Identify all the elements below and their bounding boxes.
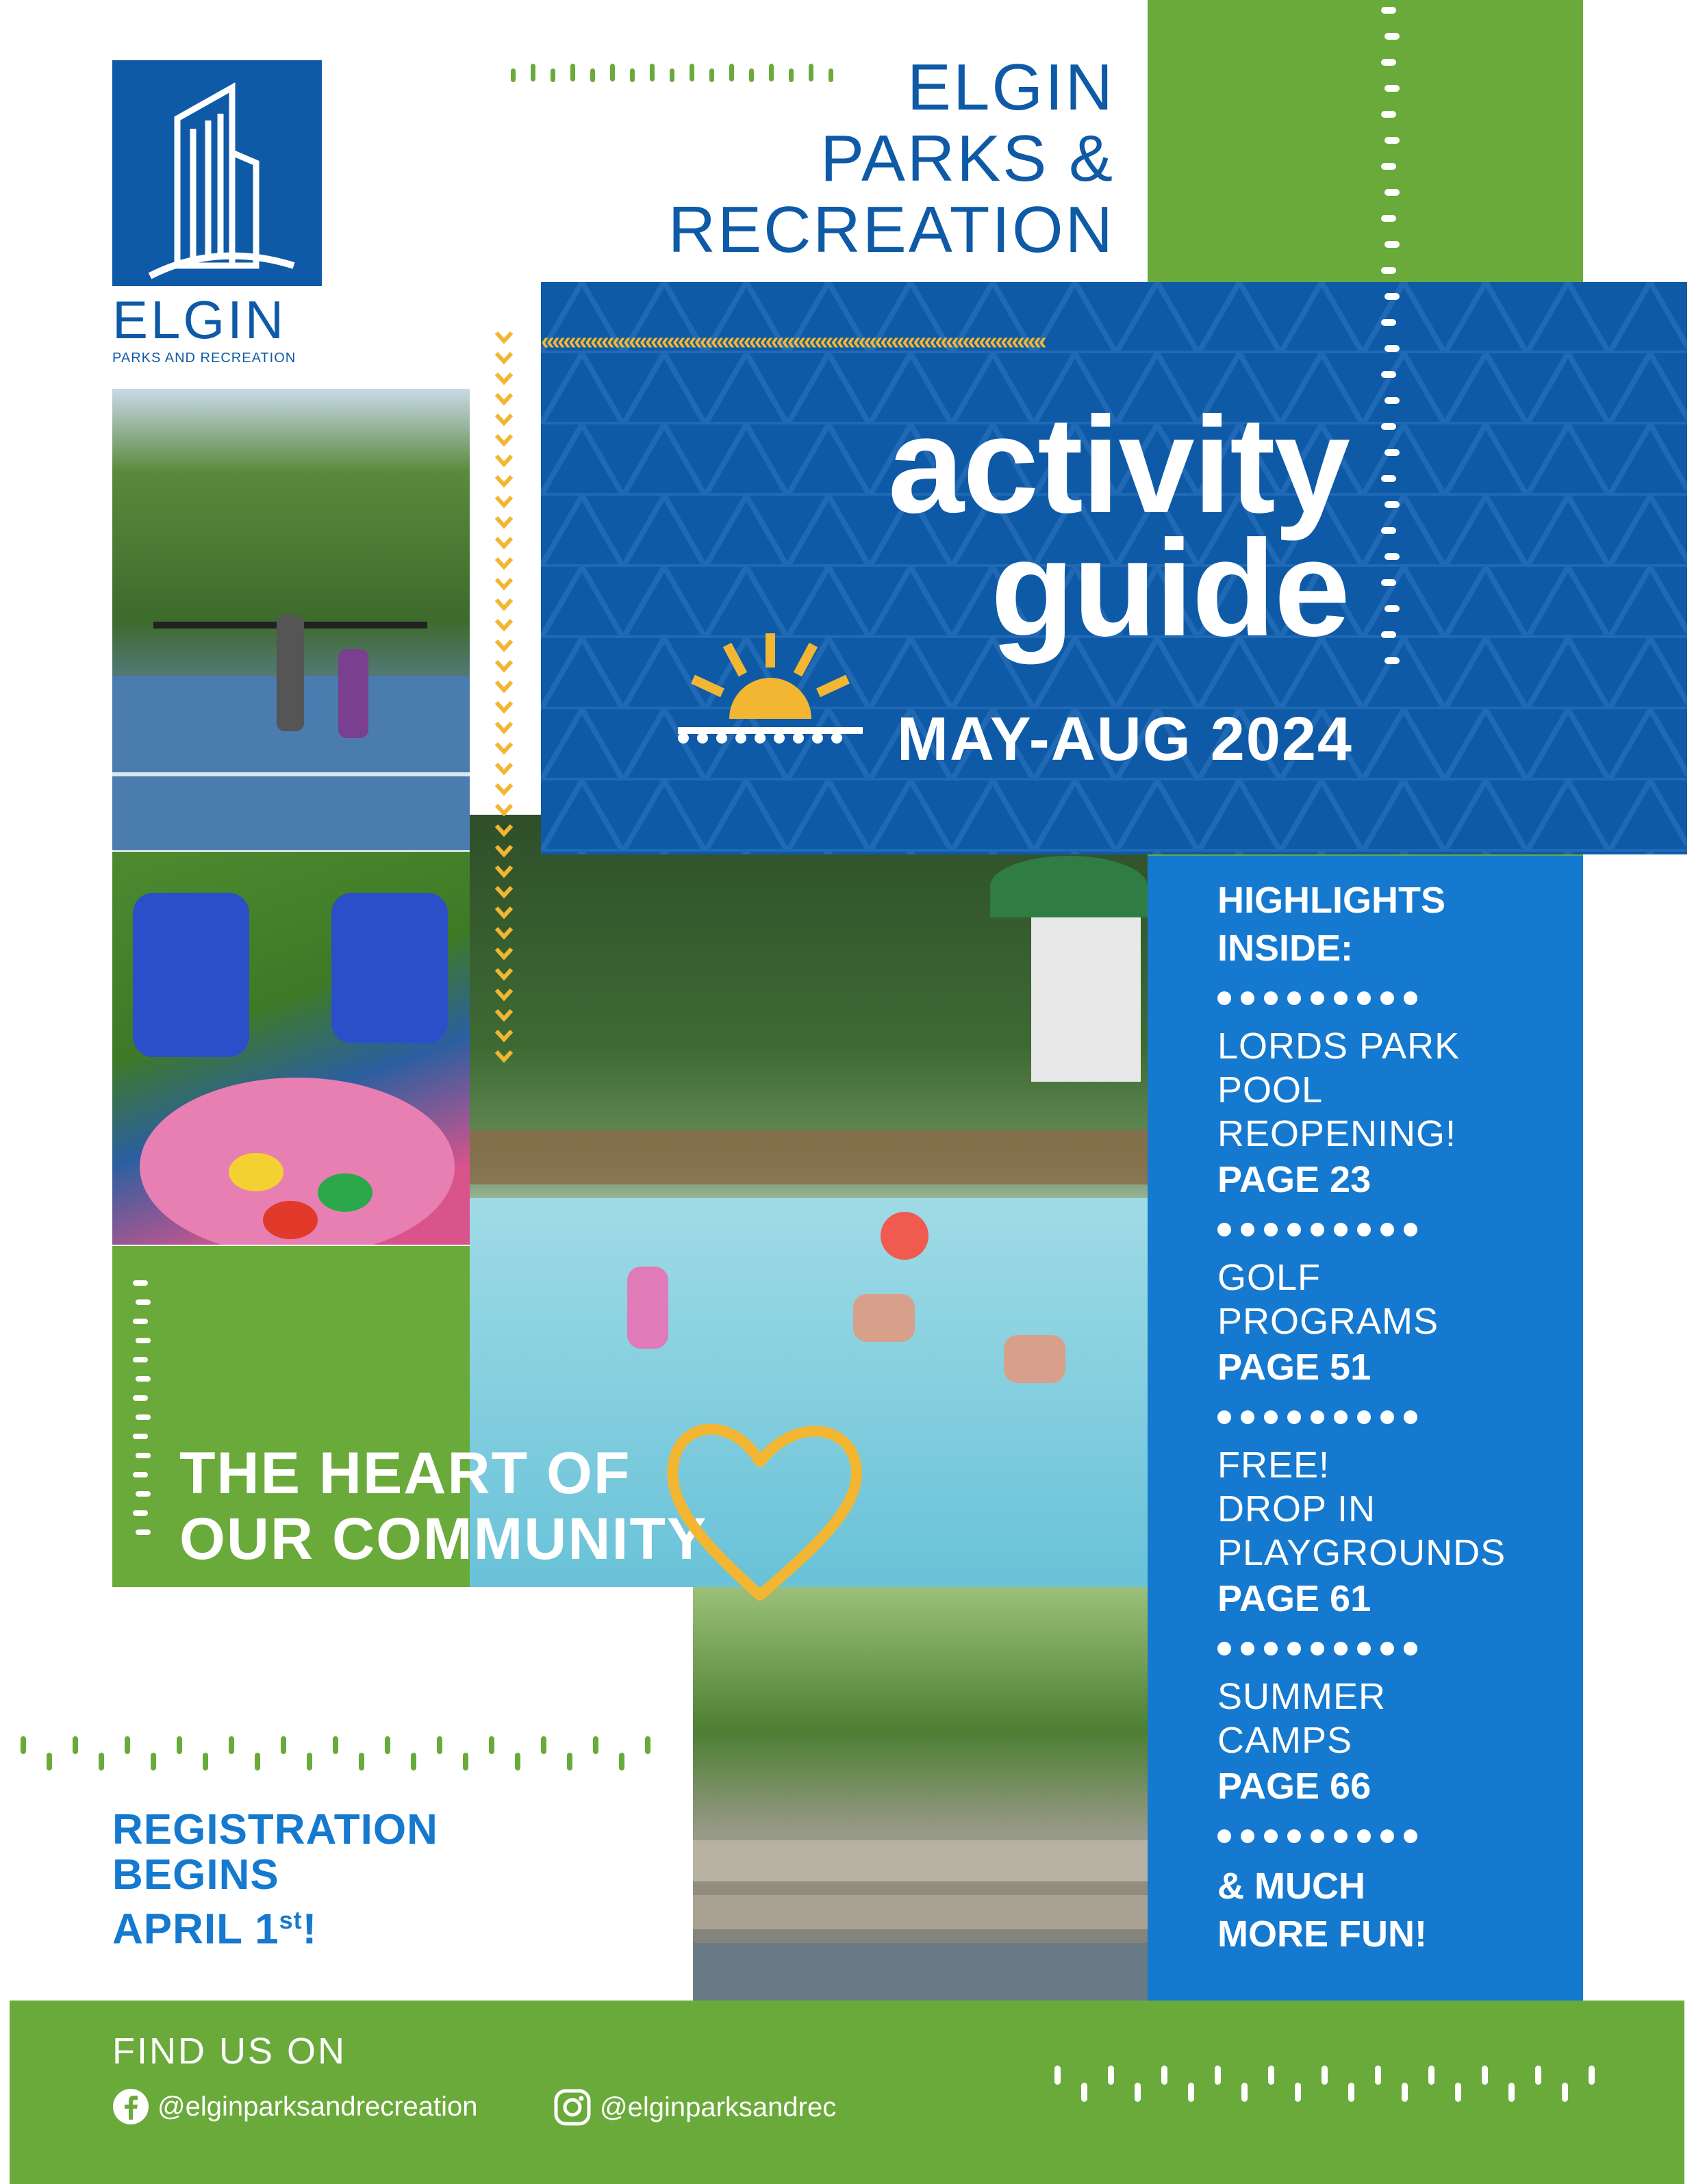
- registration-line-2: BEGINS: [112, 1851, 279, 1899]
- divider-dots: [1217, 1829, 1573, 1843]
- tagline: [179, 1440, 707, 1572]
- photo-riverwalk: [693, 1587, 1148, 2001]
- tagline-line-2: OUR COMMUNITY: [179, 1506, 708, 1572]
- highlight-text: FREE!: [1217, 1445, 1330, 1486]
- header-line-2: PARKS &: [820, 122, 1115, 195]
- highlight-text: GOLF: [1217, 1257, 1322, 1298]
- photo-kids-fishing: [112, 852, 470, 1245]
- chevron-border-left: [492, 329, 516, 1068]
- divider-dots: [1217, 1223, 1573, 1236]
- sun-dots: [678, 733, 842, 744]
- lower-dash-pattern: [21, 1720, 650, 1770]
- divider-dots: [1217, 1410, 1573, 1424]
- facebook-icon: [112, 2088, 149, 2125]
- registration-line-3: [112, 1898, 438, 1953]
- divider-dots: [1217, 1642, 1573, 1655]
- highlight-text: POOL: [1217, 1069, 1324, 1110]
- highlight-text: LORDS PARK: [1217, 1026, 1461, 1067]
- header-line-1: ELGIN: [907, 51, 1115, 124]
- season-label: MAY-AUG 2024: [897, 705, 1353, 774]
- highlight-text: PROGRAMS: [1217, 1301, 1439, 1342]
- instagram-icon: [553, 2088, 592, 2126]
- registration-line-1: REGISTRATION: [112, 1806, 438, 1853]
- tagline-dash-pattern: [130, 1280, 151, 1535]
- instagram-handle: @elginparksandrec: [600, 2092, 837, 2122]
- chevron-border-top: ‹‹‹‹‹‹‹‹‹‹‹‹‹‹‹‹‹‹‹‹‹‹‹‹‹‹‹‹‹‹‹‹‹‹‹‹‹‹‹‹‹‹‹‹‹‹‹‹‹‹‹‹‹‹‹‹‹‹‹‹‹‹‹‹‹‹‹‹‹‹‹‹‹‹‹‹‹‹‹‹‹‹‹‹‹‹‹‹‹‹‹‹: [541, 329, 1044, 353]
- highlights-heading-2: INSIDE:: [1217, 928, 1354, 969]
- band-dash-pattern: [1378, 7, 1400, 664]
- closing-line-2: MORE FUN!: [1217, 1914, 1427, 1955]
- highlight-page: PAGE 66: [1217, 1766, 1371, 1807]
- highlight-page: PAGE 51: [1217, 1347, 1371, 1388]
- divider-dots: [1217, 991, 1573, 1005]
- registration-exclaim: !: [302, 1905, 318, 1953]
- building-icon: [112, 60, 322, 286]
- highlight-item-pool: [1217, 1024, 1573, 1204]
- find-us-label: FIND US ON: [112, 2031, 347, 2072]
- highlight-text: DROP IN: [1217, 1488, 1376, 1529]
- guide-title: [733, 389, 1349, 665]
- title-line-1: activity: [887, 389, 1349, 542]
- highlights-heading-1: HIGHLIGHTS: [1217, 880, 1445, 921]
- registration-date: APRIL 1: [112, 1905, 279, 1953]
- header-line-3: RECREATION: [668, 193, 1115, 266]
- highlight-page: PAGE 23: [1217, 1159, 1371, 1200]
- facebook-handle: @elginparksandrecreation: [157, 2091, 478, 2122]
- registration-sup: st: [279, 1906, 303, 1934]
- logo-name: ELGIN: [112, 290, 287, 350]
- footer-dash-pattern: [1054, 2048, 1595, 2102]
- tagline-line-1: THE HEART OF: [179, 1440, 631, 1506]
- highlight-page: PAGE 61: [1217, 1578, 1371, 1619]
- facebook-link[interactable]: [112, 2088, 478, 2125]
- logo-block: [112, 60, 322, 286]
- highlight-item-camps: [1217, 1675, 1573, 1810]
- photo-pickleball: [112, 389, 470, 850]
- title-line-2: guide: [990, 512, 1349, 665]
- instagram-link[interactable]: [553, 2088, 836, 2126]
- highlight-text: REOPENING!: [1217, 1113, 1457, 1154]
- highlight-item-playgrounds: [1217, 1443, 1573, 1623]
- highlight-item-golf: [1217, 1256, 1573, 1391]
- registration-notice: [112, 1807, 438, 1953]
- heart-icon: [657, 1390, 883, 1616]
- closing-line-1: & MUCH: [1217, 1866, 1365, 1907]
- highlight-text: CAMPS: [1217, 1720, 1353, 1761]
- logo-subtitle: PARKS AND RECREATION: [112, 351, 296, 366]
- highlights-list: [1217, 876, 1573, 1958]
- highlight-text: PLAYGROUNDS: [1217, 1532, 1506, 1573]
- highlight-text: SUMMER: [1217, 1676, 1386, 1717]
- header-title: [668, 52, 1115, 266]
